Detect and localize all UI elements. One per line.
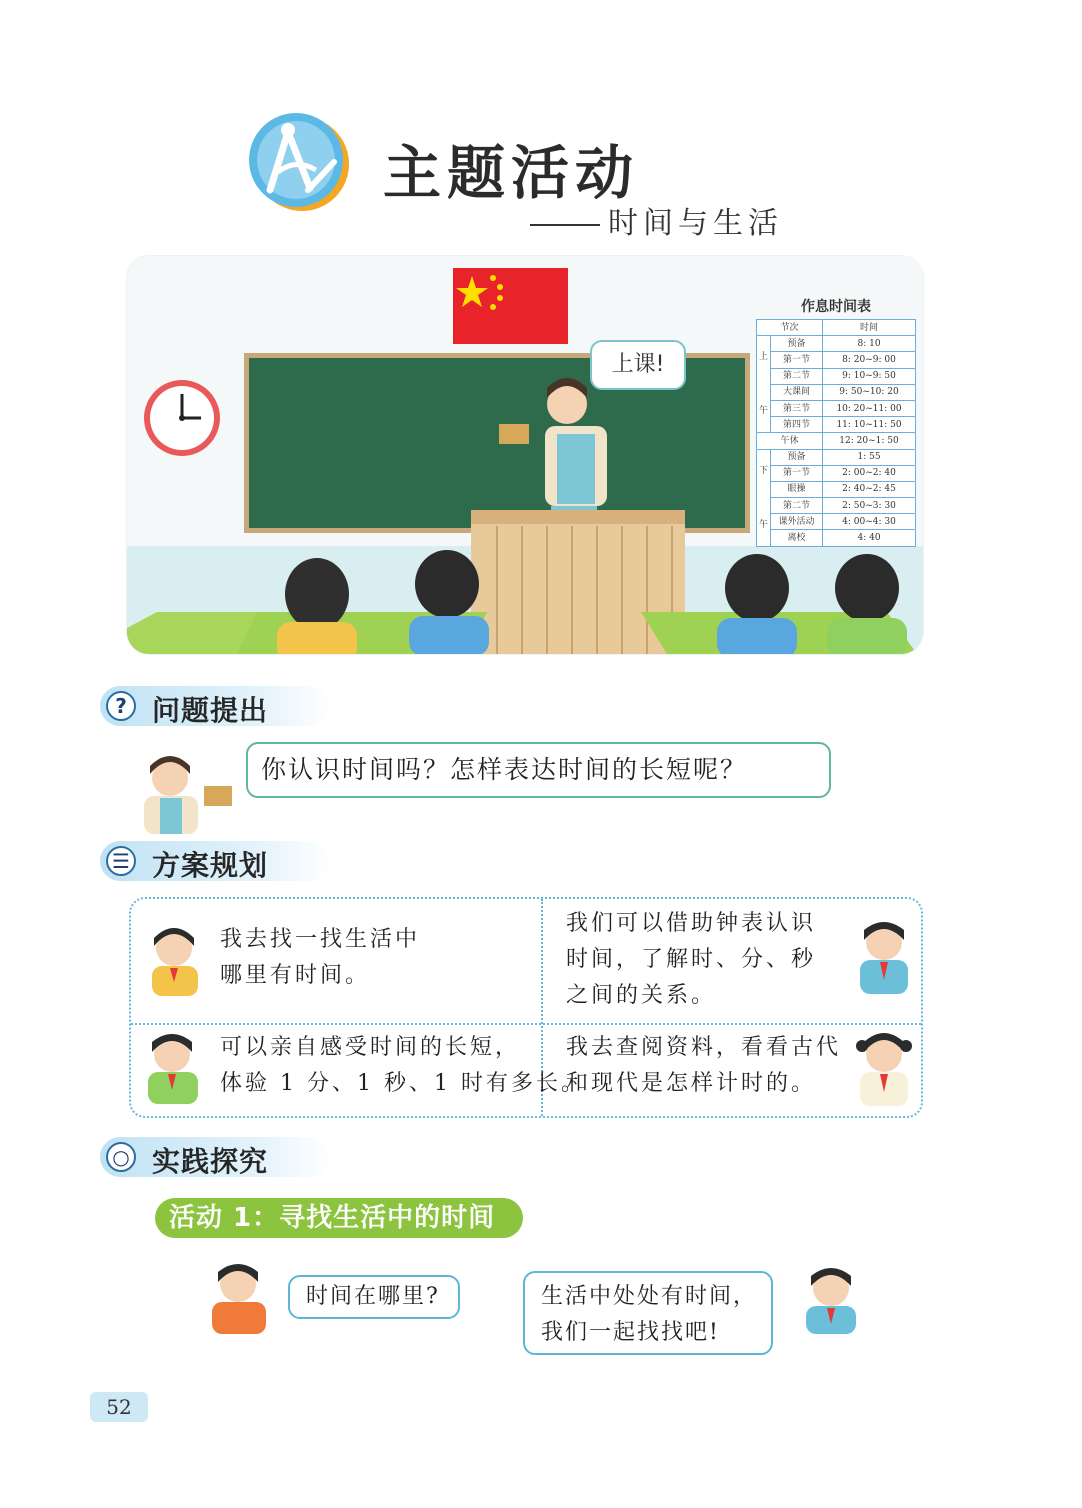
table-row: [757, 530, 916, 546]
table-header-cell: 节次: [757, 320, 823, 336]
plan-line: 我们可以借助钟表认识: [566, 911, 817, 936]
afternoon-char: 午: [758, 519, 768, 530]
schedule-table: [756, 319, 916, 547]
bubble-line: 生活中处处有时间，: [541, 1284, 758, 1309]
plan-line: 时间，了解时、分、秒: [566, 947, 817, 972]
schedule-title: 作息时间表: [801, 299, 871, 315]
table-row: [757, 433, 916, 449]
bubble-line: 我们一起找找吧!: [541, 1320, 720, 1345]
table-row: [757, 336, 916, 352]
table-cell: 11: 10~11: 50: [823, 417, 916, 433]
national-flag-icon: [453, 268, 568, 344]
boy-avatar: [204, 1258, 276, 1334]
table-cell: 午休: [757, 433, 823, 449]
table-cell: 预备: [771, 336, 823, 352]
plan-line: 哪里有时间。: [220, 963, 371, 988]
table-row: [757, 352, 916, 368]
activity-label: 活动 1：寻找生活中的时间: [155, 1198, 523, 1238]
section-label: 方案规划: [152, 849, 269, 882]
plan-item-3: [220, 1030, 586, 1102]
plan-line: 我去找一找生活中: [220, 927, 421, 952]
table-cell: 第一节: [771, 465, 823, 481]
table-cell: 第二节: [771, 368, 823, 384]
plan-line: 可以亲自感受时间的长短，: [220, 1035, 521, 1060]
table-cell: 课外活动: [771, 514, 823, 530]
table-cell: 离校: [771, 530, 823, 546]
plan-line: 我去查阅资料，看看古代: [566, 1035, 842, 1060]
section-header-practice: [100, 1137, 330, 1177]
table-row: [757, 417, 916, 433]
table-cell: 第一节: [771, 352, 823, 368]
page-title: 主题活动: [383, 139, 640, 207]
section-header-question: [100, 686, 330, 726]
table-cell: 8: 10: [823, 336, 916, 352]
magnifier-icon: ○: [106, 1142, 136, 1172]
plan-item-4: [566, 1030, 841, 1102]
boy-avatar: [852, 916, 916, 994]
table-header-cell: 时间: [823, 320, 916, 336]
table-cell: 2: 40~2: 45: [823, 481, 916, 497]
table-row: [757, 449, 916, 465]
table-row: [757, 368, 916, 384]
page-number: 52: [90, 1392, 148, 1422]
compass-logo-icon: [248, 110, 350, 212]
plan-line: 和现代是怎样计时的。: [566, 1071, 817, 1096]
afternoon-label: [757, 449, 771, 546]
plan-item-1: [220, 922, 420, 994]
teacher-speech-bubble: 上课!: [590, 340, 686, 390]
section-header-plan: [100, 841, 330, 881]
teacher-avatar: [132, 748, 236, 834]
girl-avatar: [140, 922, 210, 996]
table-row: [757, 384, 916, 400]
plan-line: 之间的关系。: [566, 983, 717, 1008]
girl-avatar: [852, 1028, 916, 1106]
table-cell: 预备: [771, 449, 823, 465]
boy-avatar: [140, 1028, 210, 1104]
table-cell: 2: 00~2: 40: [823, 465, 916, 481]
table-cell: 10: 20~11: 00: [823, 400, 916, 416]
table-cell: 4: 00~4: 30: [823, 514, 916, 530]
question-mark-icon: ?: [106, 691, 136, 721]
table-cell: 9: 10~9: 50: [823, 368, 916, 384]
table-header-row: [757, 320, 916, 336]
subtitle-text: 时间与生活: [608, 206, 783, 241]
speech-bubble-left: 时间在哪里?: [288, 1275, 460, 1319]
morning-char: 午: [758, 406, 768, 417]
table-cell: 第二节: [771, 498, 823, 514]
table-cell: 大课间: [771, 384, 823, 400]
section-label: 实践探究: [152, 1145, 269, 1178]
question-bubble: 你认识时间吗？怎样表达时间的长短呢？: [246, 742, 831, 798]
wall-clock-icon: [144, 380, 220, 456]
classroom-illustration: [127, 256, 923, 654]
plan-item-2: [566, 906, 816, 1014]
afternoon-char: 下: [758, 465, 768, 476]
table-cell: 4: 40: [823, 530, 916, 546]
table-cell: 8: 20~9: 00: [823, 352, 916, 368]
table-cell: 2: 50~3: 30: [823, 498, 916, 514]
page-subtitle: [530, 198, 783, 242]
speech-bubble-right: [523, 1271, 773, 1355]
table-row: [757, 465, 916, 481]
table-row: [757, 514, 916, 530]
section-label: 问题提出: [152, 694, 269, 727]
plan-line: 体验 1 分、1 秒、1 时有多长。: [220, 1071, 586, 1096]
table-cell: 第三节: [771, 400, 823, 416]
table-row: [757, 400, 916, 416]
table-row: [757, 481, 916, 497]
morning-char: 上: [758, 352, 768, 363]
table-cell: 9: 50~10: 20: [823, 384, 916, 400]
table-row: [757, 498, 916, 514]
morning-label: [757, 336, 771, 433]
table-cell: 1: 55: [823, 449, 916, 465]
boy-avatar: [798, 1262, 864, 1334]
table-cell: 12: 20~1: 50: [823, 433, 916, 449]
table-cell: 眼操: [771, 481, 823, 497]
list-icon: ☰: [106, 846, 136, 876]
table-cell: 第四节: [771, 417, 823, 433]
